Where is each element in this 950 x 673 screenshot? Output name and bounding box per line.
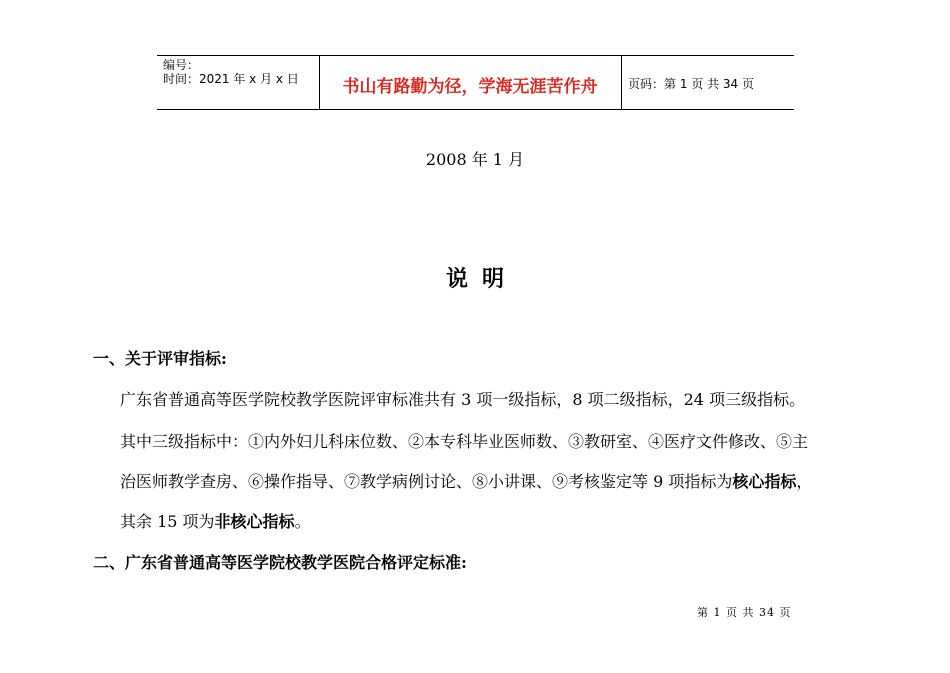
page-footer: 第 1 页 共 34 页 — [697, 606, 792, 619]
paragraph-line: 广东省普通高等医学院校教学医院评审标准共有 3 项一级指标，8 项二级指标，24 项三级指标。 — [120, 390, 806, 409]
section-heading-1: 一、关于评审指标: — [93, 349, 227, 368]
core-indicator-emphasis: 核心指标 — [732, 472, 797, 491]
header-bottom-rule — [157, 109, 794, 110]
paragraph-line — [120, 509, 311, 532]
paragraph-line: 其中三级指标中：①内外妇儿科床位数、②本专科毕业医师数、③教研室、④医疗文件修改、⑤主 — [120, 432, 809, 451]
document-date: 2008 年 1 月 — [425, 150, 525, 169]
document-number-label: 编号： — [163, 58, 200, 72]
paragraph-text: ， — [796, 472, 813, 491]
paragraph-text: 其余 15 项为 — [120, 512, 215, 531]
paragraph-text: 治医师教学查房、⑥操作指导、⑦教学病例讨论、⑧小讲课、⑨考核鉴定等 9 项指标为 — [120, 472, 733, 491]
document-time-label: 时间：2021 年 x 月 x 日 — [163, 72, 299, 86]
header-divider-right — [621, 56, 622, 109]
paragraph-text: 。 — [294, 512, 311, 531]
header-page-info: 页码：第 1 页 共 34 页 — [628, 77, 754, 91]
non-core-indicator-emphasis: 非核心指标 — [214, 512, 295, 531]
paragraph-line — [120, 469, 812, 492]
header-meta — [163, 58, 299, 86]
section-heading-2: 二、广东省普通高等医学院校教学医院合格评定标准: — [93, 553, 467, 572]
page-title: 说明 — [445, 266, 518, 292]
header-motto: 书山有路勤为径，学海无涯苦作舟 — [342, 77, 598, 97]
header-top-rule — [157, 55, 794, 56]
